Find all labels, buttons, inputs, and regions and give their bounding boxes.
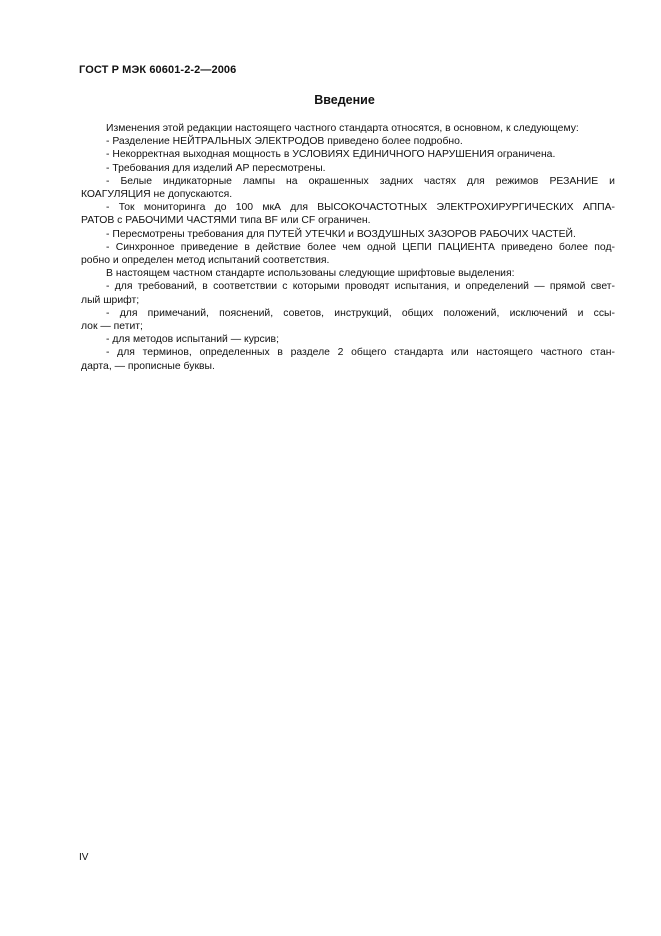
list-item: - Ток мониторинга до 100 мкА для ВЫСОКОЧАСТОТНЫХ ЭЛЕКТРОХИРУРГИЧЕСКИХ АППА- (106, 202, 615, 214)
list-item: - Белые индикаторные лампы на окрашенных задних частях для режимов РЕЗАНИЕ и (106, 175, 615, 187)
introduction-body (81, 122, 615, 373)
list-item: - для методов испытаний — курсив; (106, 334, 279, 346)
paragraph-line: Изменения этой редакции настоящего частного стандарта относятся, в основном, к следующему: (106, 123, 579, 134)
page-number: IV (79, 852, 89, 863)
list-item: - Синхронное приведение в действие более чем одной ЦЕПИ ПАЦИЕНТА приведено более под- (106, 241, 615, 253)
section-title: Введение (314, 93, 375, 107)
list-item: - Некорректная выходная мощность в УСЛОВИЯХ ЕДИНИЧНОГО НАРУШЕНИЯ ограничена. (106, 149, 556, 161)
paragraph-line: В настоящем частном стандарте использованы следующие шрифтовые выделения: (106, 268, 515, 280)
list-item-continuation: лый шрифт; (81, 294, 140, 306)
list-item-continuation: РАТОВ с РАБОЧИМИ ЧАСТЯМИ типа BF или CF ограничен. (81, 215, 371, 227)
list-item-continuation: робно и определен метод испытаний соответствия. (81, 255, 330, 267)
list-item: - для терминов, определенных в разделе 2 общего стандарта или настоящего частного стан- (106, 347, 615, 359)
list-item-continuation: дарта, — прописные буквы. (81, 360, 215, 372)
document-header-code: ГОСТ Р МЭК 60601-2-2—2006 (79, 64, 237, 76)
list-item: - для требований, в соответствии с которыми проводят испытания, и определений — прямой свет- (106, 281, 615, 293)
list-item: - Пересмотрены требования для ПУТЕЙ УТЕЧКИ и ВОЗДУШНЫХ ЗАЗОРОВ РАБОЧИХ ЧАСТЕЙ. (106, 228, 576, 240)
list-item: - Требования для изделий АР пересмотрены. (106, 162, 326, 174)
list-item-continuation: КОАГУЛЯЦИЯ не допускаются. (81, 189, 233, 201)
list-item-continuation: лок — петит; (81, 321, 143, 333)
list-item: - Разделение НЕЙТРАЛЬНЫХ ЭЛЕКТРОДОВ приведено более подробно. (106, 136, 463, 148)
list-item: - для примечаний, пояснений, советов, инструкций, общих положений, исключений и ссы- (106, 307, 615, 319)
